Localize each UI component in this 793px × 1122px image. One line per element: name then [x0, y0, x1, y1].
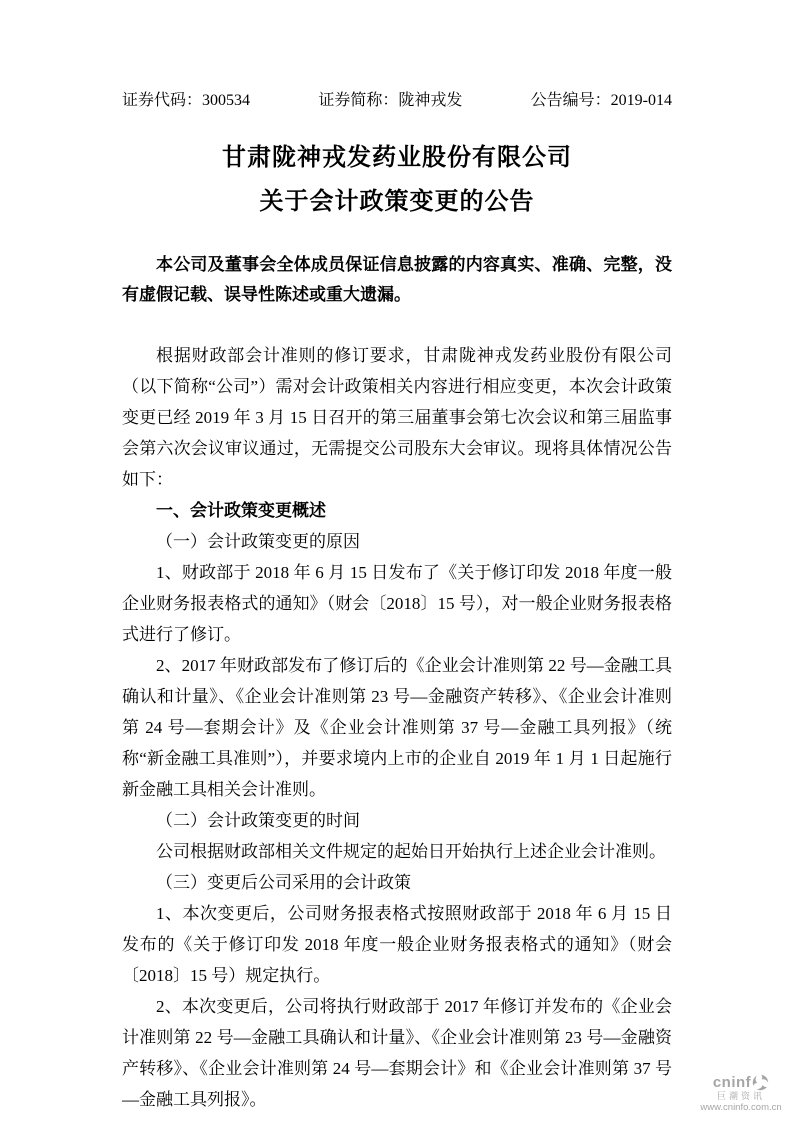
company-title: 甘肃陇神戎发药业股份有限公司 — [222, 144, 572, 171]
cninfo-chinese-name: 巨潮资讯 — [716, 1091, 765, 1101]
document-body — [122, 340, 672, 1115]
cninfo-url: www.cninfo.com.cn — [700, 1102, 782, 1113]
cninfo-wordmark: cninf — [712, 1074, 752, 1091]
body-paragraph: 2、本次变更后，公司将执行财政部于 2017 年修订并发布的《企业会计准则第 22 号—金融工具确认和计量》、《企业会计准则第 23 号—金融资产转移》、《企业会计准则第 24 号—套期会计》和《企业会计准则第 37 号—金融工具列报》。 — [122, 997, 672, 1109]
body-paragraph: 根据财政部会计准则的修订要求，甘肃陇神戎发药业股份有限公司（以下简称“公司”）需对会计政策相关内容进行相应变更，本次会计政策变更已经 2019 年 3 月 15 日召开的第三届董事会第七次会议和第三届监事会第六次会议审议通过，无需提交公司股东大会审议。现将具体情况公告如下： — [122, 346, 672, 489]
body-paragraph: （一）会计政策变更的原因 — [156, 532, 360, 551]
body-paragraph: （三）变更后公司采用的会计政策 — [156, 873, 411, 892]
body-paragraph: 2、2017 年财政部发布了修订后的《企业会计准则第 22 号—金融工具确认和计量》、《企业会计准则第 23 号—金融资产转移》、《企业会计准则第 24 号—套期会计》及《企业会计准则第 37 号—金融工具列报》（统称“新金融工具准则”），并要求境内上市的企业自 2019 年 1 月 1 日起施行新金融工具相关会计准则。 — [122, 656, 672, 799]
document-header — [122, 90, 672, 112]
cninfo-brandmark — [692, 1074, 790, 1114]
cninfo-swirl-icon — [752, 1074, 769, 1091]
body-paragraph: 1、本次变更后，公司财务报表格式按照财政部于 2018 年 6 月 15 日发布的《关于修订印发 2018 年度一般企业财务报表格式的通知》（财会〔2018〕15 号）规定执行。 — [122, 904, 672, 985]
stock-name: 证券简称：陇神戎发 — [318, 92, 463, 109]
stock-code: 证券代码：300534 — [122, 92, 251, 109]
body-paragraph: （二）会计政策变更的时间 — [156, 811, 360, 830]
announcement-number: 公告编号：2019-014 — [530, 92, 672, 109]
body-paragraph: 公司根据财政部相关文件规定的起始日开始执行上述企业会计准则。 — [156, 842, 666, 861]
body-paragraph: 1、财政部于 2018 年 6 月 15 日发布了《关于修订印发 2018 年度一般企业财务报表格式的通知》（财会〔2018〕15 号），对一般企业财务报表格式进行了修订。 — [122, 563, 672, 644]
disclaimer-paragraph: 本公司及董事会全体成员保证信息披露的内容真实、准确、完整，没有虚假记载、误导性陈述或重大遗漏。 — [122, 255, 672, 304]
section-heading: 一、会计政策变更概述 — [156, 501, 326, 520]
announcement-title: 关于会计政策变更的公告 — [259, 188, 535, 215]
document-content — [122, 0, 672, 1115]
cninfo-logo-row — [692, 1074, 790, 1091]
